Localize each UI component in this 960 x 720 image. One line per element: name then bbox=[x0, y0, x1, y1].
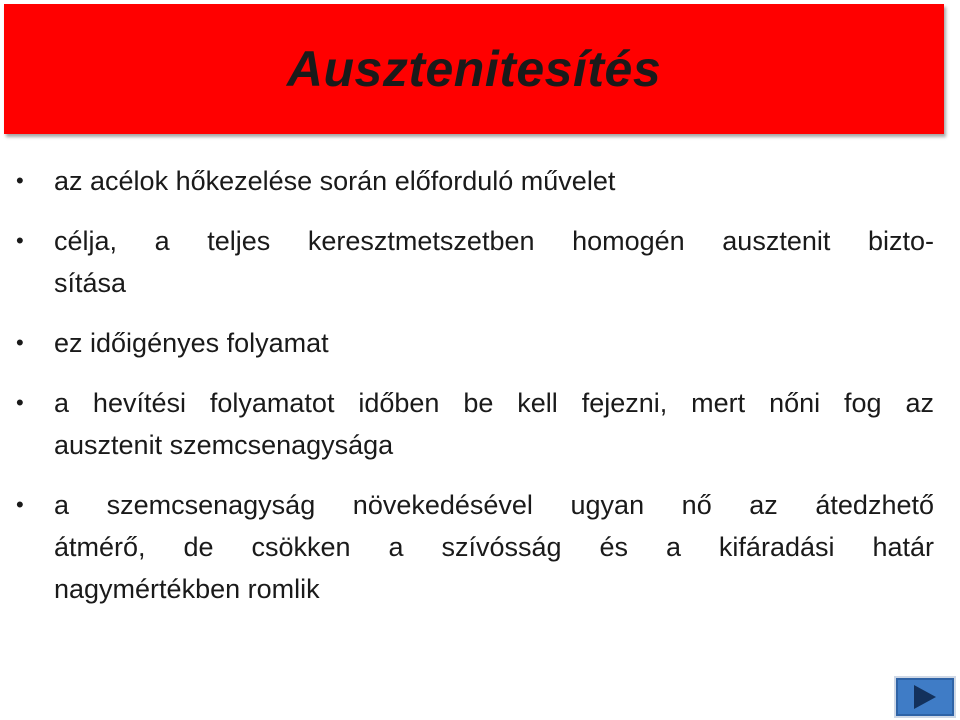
bullet-line: átmérő, de csökken a szívósság és a kifáradási határ bbox=[54, 532, 934, 562]
play-arrow-icon bbox=[914, 685, 936, 709]
bullet-item bbox=[16, 382, 934, 466]
bullet-dot-icon: • bbox=[16, 390, 24, 415]
bullet-item bbox=[16, 322, 934, 364]
bullet-line: a szemcsenagyság növekedésével ugyan nő az átedzhető bbox=[54, 490, 934, 520]
title-bar bbox=[4, 4, 944, 134]
bullet-line: ausztenit szemcsenagysága bbox=[54, 430, 394, 460]
bullet-item bbox=[16, 484, 934, 610]
slide-title: Ausztenitesítés bbox=[286, 41, 662, 97]
bullet-line: az acélok hőkezelése során előforduló művelet bbox=[54, 166, 616, 196]
bullet-item bbox=[16, 160, 934, 202]
bullet-dot-icon: • bbox=[16, 228, 24, 253]
bullet-dot-icon: • bbox=[16, 492, 24, 517]
bullet-line: ez időigényes folyamat bbox=[54, 328, 329, 358]
bullet-line: célja, a teljes keresztmetszetben homogén ausztenit bizto- bbox=[54, 226, 934, 256]
bullet-list bbox=[16, 160, 934, 628]
bullet-line: a hevítési folyamatot időben be kell fejezni, mert nőni fog az bbox=[54, 388, 934, 418]
next-slide-button[interactable] bbox=[894, 676, 956, 718]
bullet-item bbox=[16, 220, 934, 304]
bullet-line: sítása bbox=[54, 268, 127, 298]
bullet-dot-icon: • bbox=[16, 168, 24, 193]
bullet-line: nagymértékben romlik bbox=[54, 574, 320, 604]
bullet-dot-icon: • bbox=[16, 330, 24, 355]
